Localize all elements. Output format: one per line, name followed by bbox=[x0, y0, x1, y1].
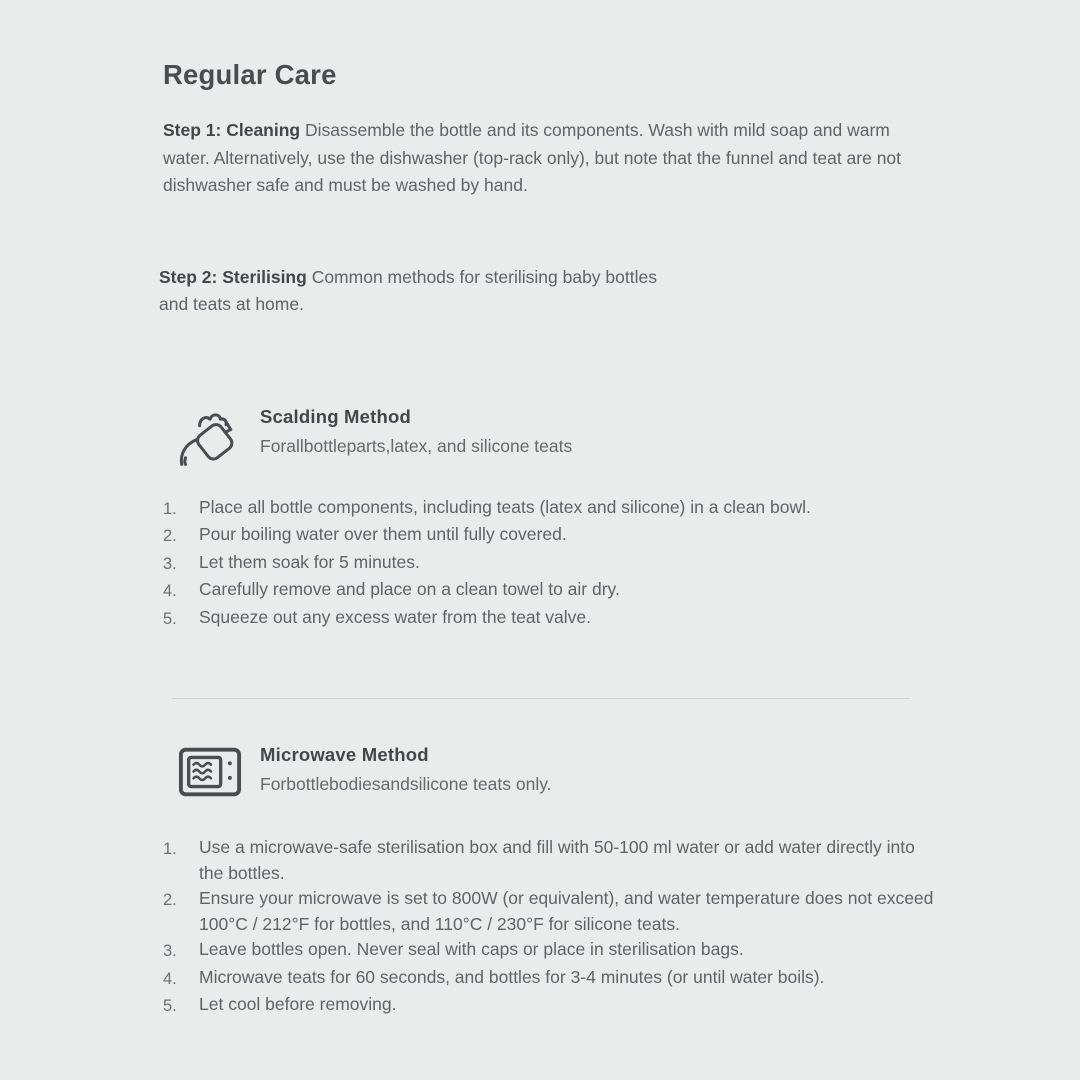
list-item bbox=[163, 992, 940, 1020]
list-text: Microwave teats for 60 seconds, and bottles for 3-4 minutes (or until water boils). bbox=[199, 966, 825, 987]
list-text: Ensure your microwave is set to 800W (or equivalent), and water temperature does not exceed 100°C / 212°F for bottles, and 110°C / 230°F for silicone teats. bbox=[199, 888, 934, 934]
scalding-method-header bbox=[177, 405, 940, 471]
list-item bbox=[163, 937, 940, 965]
step-1-label: Step 1: Cleaning bbox=[163, 120, 301, 140]
microwave-method-section bbox=[163, 743, 940, 1020]
list-item bbox=[163, 495, 940, 523]
list-number: 3. bbox=[163, 554, 177, 573]
list-item bbox=[163, 965, 940, 993]
list-item bbox=[163, 605, 940, 633]
list-number: 3. bbox=[163, 942, 177, 960]
list-text: Carefully remove and place on a clean towel to air dry. bbox=[199, 579, 620, 599]
list-number: 2. bbox=[163, 891, 177, 909]
method-subtitle: Forbottlebodiesandsilicone teats only. bbox=[260, 774, 552, 794]
step-2-text: Common methods for sterilising baby bottles and teats at home. bbox=[159, 266, 657, 314]
list-text: Let them soak for 5 minutes. bbox=[199, 551, 420, 572]
list-text: Pour boiling water over them until fully covered. bbox=[199, 524, 567, 544]
list-text: Leave bottles open. Never seal with caps or place in sterilisation bags. bbox=[199, 939, 744, 959]
step-2-label: Step 2: Sterilising bbox=[159, 266, 307, 287]
list-number: 1. bbox=[163, 840, 177, 858]
list-item bbox=[163, 835, 940, 886]
list-text: Squeeze out any excess water from the teat valve. bbox=[199, 606, 592, 627]
list-item bbox=[163, 577, 940, 605]
microwave-method-header bbox=[177, 743, 940, 809]
kettle-pour-icon bbox=[177, 405, 243, 471]
list-item bbox=[163, 886, 940, 937]
scalding-method-titles bbox=[260, 405, 572, 459]
list-number: 2. bbox=[163, 527, 177, 545]
section-divider bbox=[172, 698, 909, 699]
step-1-cleaning-paragraph bbox=[163, 117, 918, 200]
list-number: 5. bbox=[163, 609, 177, 628]
list-number: 4. bbox=[163, 969, 177, 988]
list-item bbox=[163, 550, 940, 578]
microwave-method-titles bbox=[260, 743, 552, 797]
microwave-icon bbox=[177, 743, 243, 809]
list-text: Place all bottle components, including teats (latex and silicone) in a clean bowl. bbox=[199, 496, 811, 517]
list-text: Let cool before removing. bbox=[199, 994, 397, 1014]
method-subtitle: Forallbottleparts,latex, and silicone teats bbox=[260, 435, 573, 456]
page-title: Regular Care bbox=[163, 59, 337, 90]
step-1-text: Disassemble the bottle and its components. Wash with mild soap and warm water. Alternatively, use the dishwasher (top-rack only), but note that the funnel and teat are not dishwasher safe and must be washed by hand. bbox=[163, 120, 902, 195]
microwave-steps-list bbox=[163, 835, 940, 1020]
list-text: Use a microwave-safe sterilisation box and fill with 50-100 ml water or add water directly into the bottles. bbox=[199, 837, 915, 883]
step-2-sterilising-paragraph bbox=[159, 264, 664, 319]
list-number: 5. bbox=[163, 997, 177, 1015]
scalding-method-section bbox=[163, 405, 940, 633]
scalding-steps-list bbox=[163, 495, 940, 633]
list-number: 4. bbox=[163, 582, 177, 600]
list-number: 1. bbox=[163, 499, 177, 518]
method-title: Microwave Method bbox=[260, 744, 429, 765]
list-item bbox=[163, 522, 940, 550]
method-title: Scalding Method bbox=[260, 405, 411, 427]
